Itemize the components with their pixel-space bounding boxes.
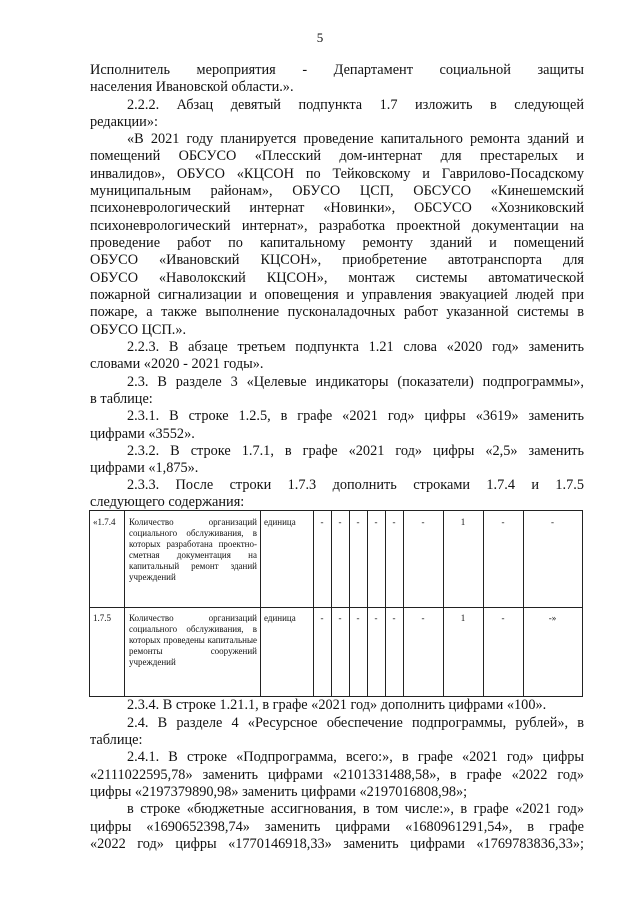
- paragraph-line: помещений ОБСУСО «Плесский дом-интернат для престарелых и: [90, 148, 584, 164]
- row-value: -: [551, 517, 554, 527]
- paragraph-line: пожарной сигнализации и оповещения и управления эвакуацией людей при: [90, 287, 584, 303]
- paragraph-line: психоневрологический интернат «Новинки», ОБСУСО «Хозниковский: [90, 200, 584, 216]
- page-number: 5: [316, 30, 324, 45]
- row-value: -: [501, 517, 505, 527]
- paragraph-line: цифры «1690652398,74» заменить цифрами «1680961291,54», в графе: [90, 819, 584, 835]
- indicators-table: [89, 510, 583, 697]
- paragraph-line: инвалидов», ОБУСО «КЦСОН по Тейковскому и Гаврилово-Посадскому: [90, 166, 584, 182]
- paragraph-line: 2.4.1. В строке «Подпрограмма, всего:», в графе «2021 год» цифры: [127, 749, 584, 765]
- row-value: -: [356, 517, 360, 527]
- paragraph-line: в строке «бюджетные ассигнования, в том числе:», в графе «2021 год»: [127, 801, 584, 817]
- paragraph-line: цифры «2197379890,98» заменить цифрами «2197016808,98»;: [90, 784, 468, 800]
- table-row: [90, 607, 582, 697]
- paragraph-line: 2.3.3. После строки 1.7.3 дополнить строками 1.7.4 и 1.7.5: [127, 477, 584, 493]
- row-value: -: [501, 613, 505, 623]
- paragraph-line: ОБУСО ЦСП.».: [90, 322, 187, 338]
- row-description: Количество организаций социального обслуживания, в которых разработана проектно-сметная документация на капитальный ремонт зданий учреждений: [129, 517, 257, 582]
- paragraph-line: «В 2021 году планируется проведение капитального ремонта зданий и: [127, 131, 584, 147]
- paragraph-line: ОБУСО «Ивановский КЦСОН», приобретение автотранспорта для: [90, 252, 584, 268]
- row-value: -: [374, 613, 378, 623]
- row-value: -: [421, 517, 425, 527]
- row-value: -: [374, 517, 378, 527]
- row-value: -: [392, 613, 396, 623]
- row-value: -: [392, 517, 396, 527]
- paragraph-line: ОБУСО «Наволокский КЦСОН», монтаж системы автоматической: [90, 270, 584, 286]
- row-unit: единица: [264, 517, 296, 527]
- paragraph-line: 2.2.2. Абзац девятый подпункта 1.7 изложить в следующей: [127, 97, 584, 113]
- row-value: -: [320, 613, 324, 623]
- paragraph-line: «2022 год» цифры «1770146918,33» заменить цифрами «1769783836,33»;: [90, 836, 584, 852]
- paragraph-line: в таблице:: [90, 391, 153, 407]
- paragraph-line: пожаре, а также выполнение пусконаладочных работ указанной системы в: [90, 304, 584, 320]
- paragraph-line: психоневрологический интернат», разработка проектной документации на: [90, 218, 584, 234]
- paragraph-line: таблице:: [90, 732, 143, 748]
- row-value: -: [320, 517, 324, 527]
- paragraph-line: 2.4. В разделе 4 «Ресурсное обеспечение подпрограммы, рублей», в: [127, 715, 584, 731]
- row-value: -»: [548, 613, 557, 623]
- paragraph-line: проведение работ по капитальному ремонту зданий и помещений: [90, 235, 584, 251]
- table-row: [90, 511, 582, 608]
- paragraph-line: 2.3.2. В строке 1.7.1, в графе «2021 год» цифры «2,5» заменить: [127, 443, 584, 459]
- row-number: «1.7.4: [93, 517, 116, 527]
- paragraph-line: 2.3. В разделе 3 «Целевые индикаторы (показатели) подпрограммы»,: [127, 374, 584, 390]
- row-unit: единица: [264, 613, 296, 623]
- row-value: -: [421, 613, 425, 623]
- paragraph-line: словами «2020 - 2021 годы».: [90, 356, 264, 372]
- paragraph-line: 2.2.3. В абзаце третьем подпункта 1.21 слова «2020 год» заменить: [127, 339, 584, 355]
- paragraph-line: населения Ивановской области.».: [90, 79, 294, 95]
- paragraph-line: редакции»:: [90, 114, 158, 130]
- row-value: 1: [460, 517, 466, 527]
- paragraph-line: Исполнитель мероприятия - Департамент социальной защиты: [90, 62, 584, 78]
- paragraph-line: следующего содержания:: [90, 494, 245, 510]
- row-value: 1: [460, 613, 466, 623]
- paragraph-line: 2.3.1. В строке 1.2.5, в графе «2021 год» цифры «3619» заменить: [127, 408, 584, 424]
- row-number: 1.7.5: [93, 613, 111, 623]
- paragraph-line: цифрами «3552».: [90, 426, 195, 442]
- row-value: -: [356, 613, 360, 623]
- paragraph-line: «2111022595,78» заменить цифрами «2101331488,58», в графе «2022 год»: [90, 767, 584, 783]
- paragraph-line: 2.3.4. В строке 1.21.1, в графе «2021 год» дополнить цифрами «100».: [127, 697, 547, 713]
- paragraph-line: цифрами «1,875».: [90, 460, 199, 476]
- paragraph-line: муниципальным районам», ОБУСО ЦСП, ОБСУСО «Кинешемский: [90, 183, 584, 199]
- row-description: Количество организаций социального обслуживания, в которых проведены капитальные ремонты сооружений учреждений: [129, 613, 257, 667]
- row-value: -: [338, 613, 342, 623]
- row-value: -: [338, 517, 342, 527]
